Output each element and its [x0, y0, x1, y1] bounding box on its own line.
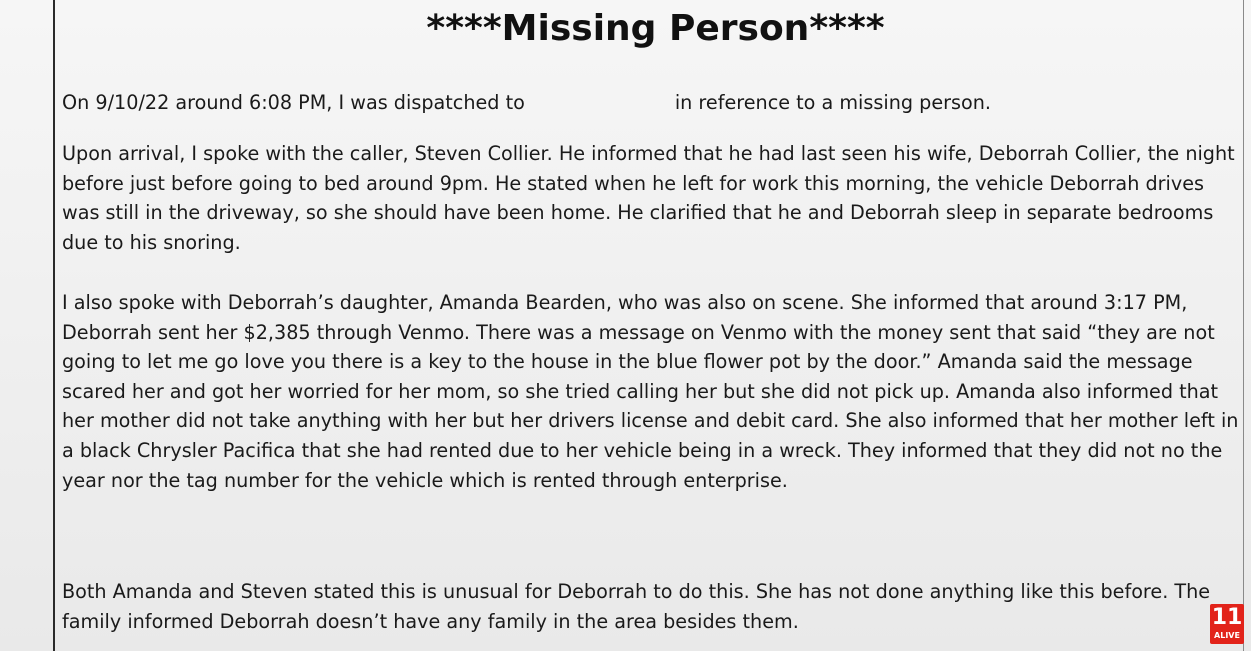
logo-word: ALIVE	[1214, 631, 1240, 640]
paragraph-arrival: Upon arrival, I spoke with the caller, Steven Collier. He informed that he had last seen his wife, Deborrah Collier, the night before just before going to bed around 9pm. He stated when he left for work this morning, the vehicle Deborrah drives was still in the driveway, so she should have been home. He clarified that he and Deborrah sleep in separate bedrooms due to his snoring.	[62, 142, 1235, 254]
document-title: ****Missing Person****	[426, 8, 885, 49]
page-left-border	[53, 0, 55, 651]
paragraph-dispatch	[62, 88, 1247, 118]
dispatch-text-after: in reference to a missing person.	[674, 91, 992, 114]
logo-number: 11	[1211, 605, 1243, 630]
station-logo-icon	[1210, 604, 1244, 644]
dispatch-text-before: On 9/10/22 around 6:08 PM, I was dispatched to	[62, 91, 525, 114]
paragraph-family-statement: Both Amanda and Steven stated this is unusual for Deborrah to do this. She has not done anything like this before. The family informed Deborrah doesn’t have any family in the area besides them.	[62, 580, 1211, 633]
paragraph-daughter-statement: I also spoke with Deborrah’s daughter, Amanda Bearden, who was also on scene. She informed that around 3:17 PM, Deborrah sent her $2,385 through Venmo. There was a message on Venmo with the money sent that said “they are not going to let me go love you there is a key to the house in the blue flower pot by the door.” Amanda said the message scared her and got her worried for her mom, so she tried calling her but she did not pick up. Amanda also informed that her mother did not take anything with her but her drivers license and debit card. She also informed that her mother left in a black Chrysler Pacifica that she had rented due to her vehicle being in a wreck. They informed that they did not no the year nor the tag number for the vehicle which is rented through enterprise.	[62, 291, 1239, 492]
